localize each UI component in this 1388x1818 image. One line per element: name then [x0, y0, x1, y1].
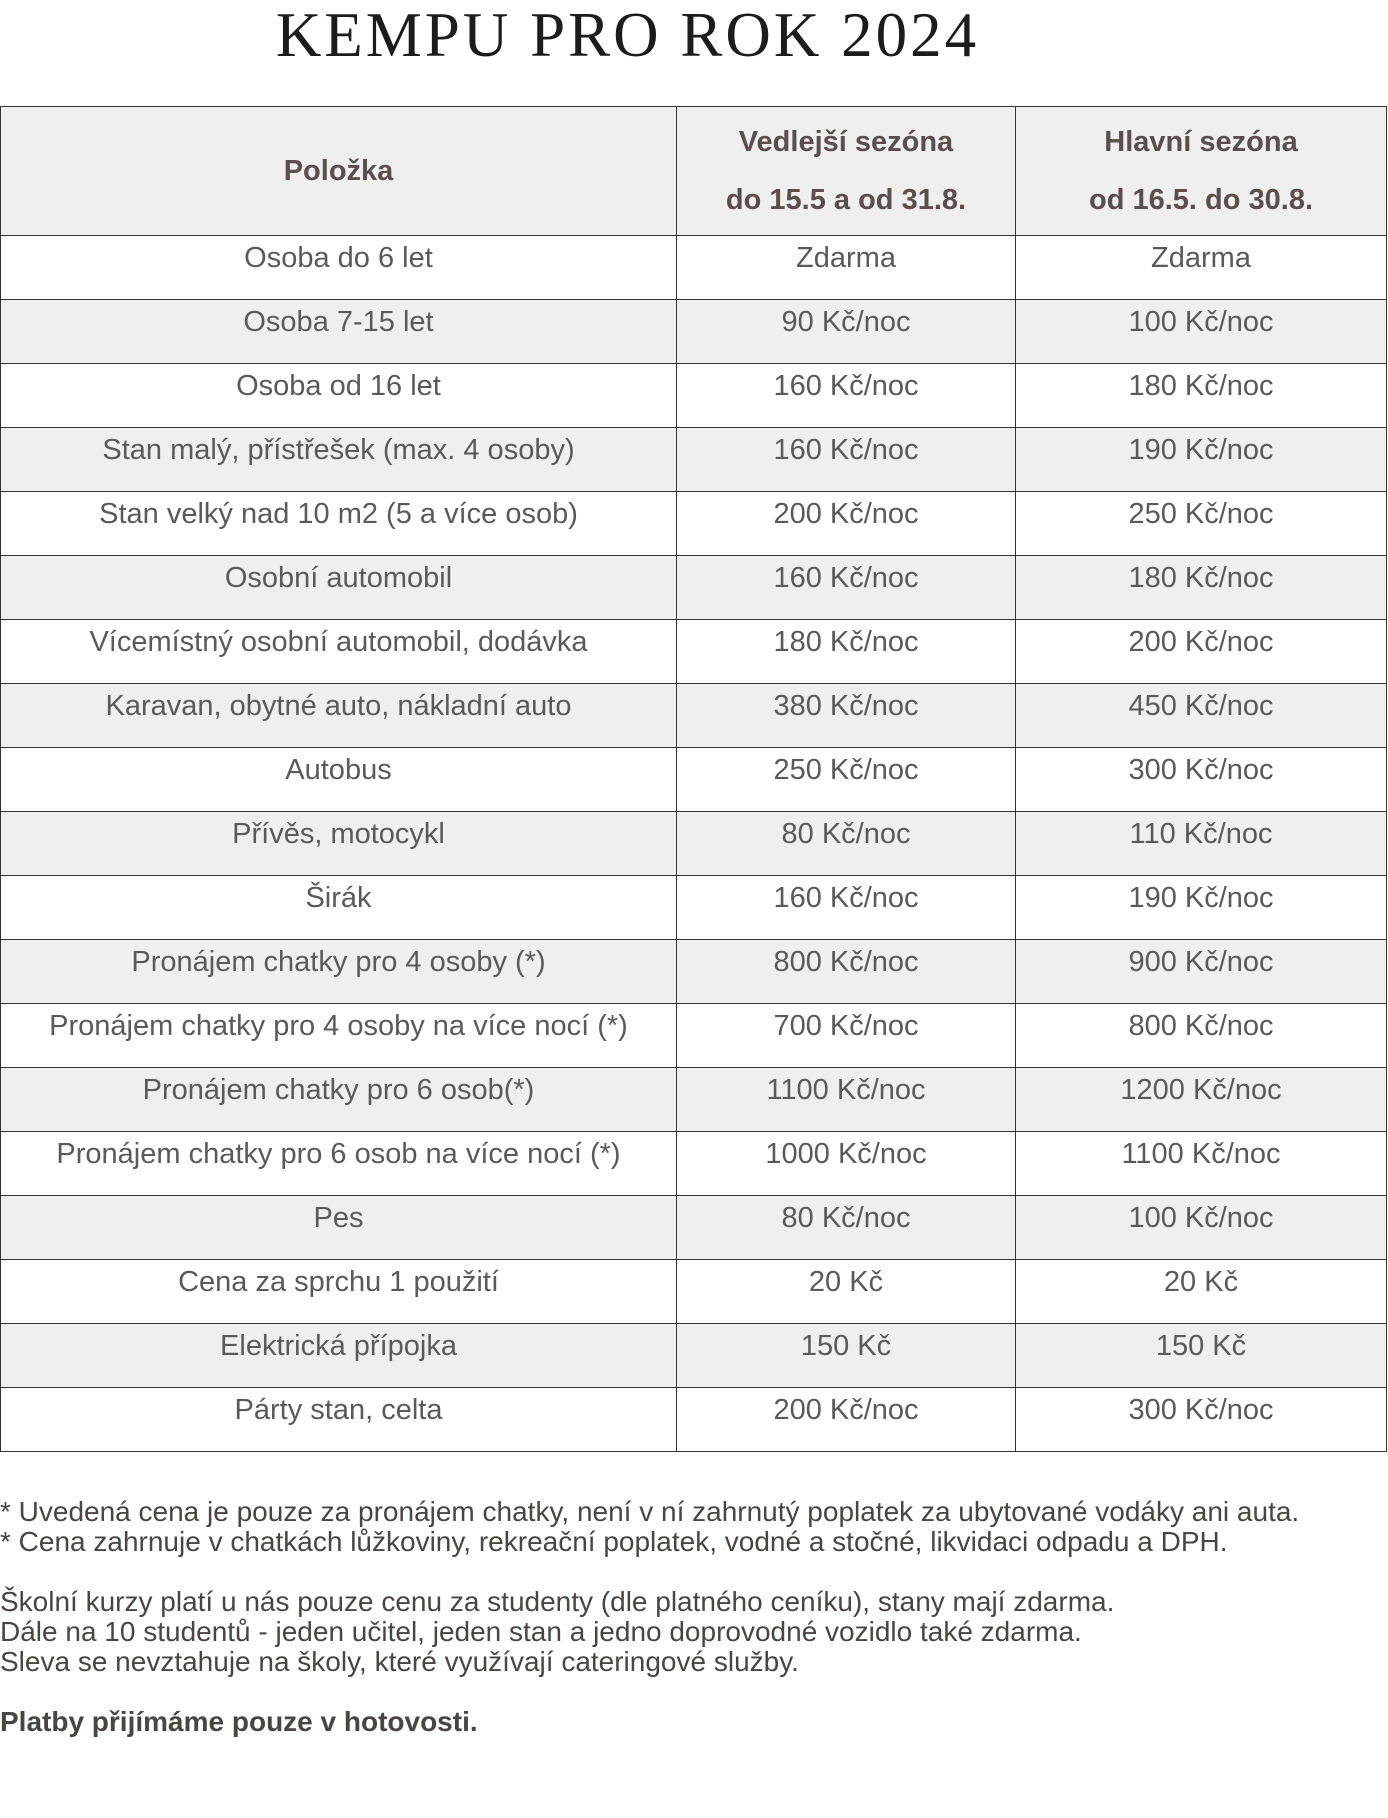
note-cabin-includes: * Cena zahrnuje v chatkách lůžkoviny, rekreační poplatek, vodné a stočné, likvidaci odpadu a DPH.	[0, 1526, 1228, 1557]
cell-off-season: 160 Kč/noc	[677, 428, 1016, 492]
cell-main-season: 900 Kč/noc	[1016, 940, 1387, 1004]
note-school-courses: Školní kurzy platí u nás pouze cenu za studenty (dle platného ceníku), stany mají zdarma.	[0, 1586, 1115, 1617]
cell-item: Osoba do 6 let	[1, 236, 677, 300]
cell-main-season: 250 Kč/noc	[1016, 492, 1387, 556]
cell-off-season: 1100 Kč/noc	[677, 1068, 1016, 1132]
cell-off-season: 180 Kč/noc	[677, 620, 1016, 684]
cell-item: Pronájem chatky pro 6 osob(*)	[1, 1068, 677, 1132]
table-row	[1, 1260, 1387, 1324]
cell-main-season: 20 Kč	[1016, 1260, 1387, 1324]
cell-off-season: 80 Kč/noc	[677, 1196, 1016, 1260]
cell-main-season: 180 Kč/noc	[1016, 364, 1387, 428]
cell-off-season: 80 Kč/noc	[677, 812, 1016, 876]
price-table-body	[1, 236, 1387, 1452]
cell-off-season: 160 Kč/noc	[677, 364, 1016, 428]
table-row	[1, 428, 1387, 492]
cell-off-season: 20 Kč	[677, 1260, 1016, 1324]
cell-off-season: 90 Kč/noc	[677, 300, 1016, 364]
cell-item: Osobní automobil	[1, 556, 677, 620]
cell-main-season: 450 Kč/noc	[1016, 684, 1387, 748]
cell-item: Přívěs, motocykl	[1, 812, 677, 876]
cell-off-season: 250 Kč/noc	[677, 748, 1016, 812]
header-item-label: Položka	[283, 155, 394, 187]
cell-item: Pronájem chatky pro 6 osob na více nocí (*)	[1, 1132, 677, 1196]
cell-item: Cena za sprchu 1 použití	[1, 1260, 677, 1324]
cell-off-season: 200 Kč/noc	[677, 1388, 1016, 1452]
header-off-season-dates: do 15.5 a od 31.8.	[725, 184, 967, 216]
cell-item: Párty stan, celta	[1, 1388, 677, 1452]
header-off-season	[677, 107, 1016, 236]
cell-main-season: 800 Kč/noc	[1016, 1004, 1387, 1068]
header-off-season-label: Vedlejší sezóna	[738, 126, 954, 158]
header-main-season-dates: od 16.5. do 30.8.	[1088, 184, 1314, 216]
cell-main-season: 110 Kč/noc	[1016, 812, 1387, 876]
cell-item: Stan velký nad 10 m2 (5 a více osob)	[1, 492, 677, 556]
cell-item: Pronájem chatky pro 4 osoby (*)	[1, 940, 677, 1004]
cell-item: Pronájem chatky pro 4 osoby na více nocí (*)	[1, 1004, 677, 1068]
cell-off-season: 380 Kč/noc	[677, 684, 1016, 748]
cell-off-season: Zdarma	[677, 236, 1016, 300]
cell-main-season: 300 Kč/noc	[1016, 1388, 1387, 1452]
cell-item: Stan malý, přístřešek (max. 4 osoby)	[1, 428, 677, 492]
table-row	[1, 1388, 1387, 1452]
header-main-season	[1016, 107, 1387, 236]
table-row	[1, 940, 1387, 1004]
table-row	[1, 620, 1387, 684]
table-row	[1, 1068, 1387, 1132]
cell-main-season: 1200 Kč/noc	[1016, 1068, 1387, 1132]
table-row	[1, 812, 1387, 876]
cell-main-season: 100 Kč/noc	[1016, 1196, 1387, 1260]
header-item	[1, 107, 677, 236]
cell-main-season: 180 Kč/noc	[1016, 556, 1387, 620]
table-row	[1, 1324, 1387, 1388]
cell-item: Širák	[1, 876, 677, 940]
cell-item: Osoba od 16 let	[1, 364, 677, 428]
table-row	[1, 1004, 1387, 1068]
cell-item: Elektrická přípojka	[1, 1324, 677, 1388]
cell-item: Osoba 7-15 let	[1, 300, 677, 364]
table-header-row	[1, 107, 1387, 236]
cell-main-season: 1100 Kč/noc	[1016, 1132, 1387, 1196]
cell-item: Vícemístný osobní automobil, dodávka	[1, 620, 677, 684]
table-row	[1, 556, 1387, 620]
cell-main-season: 200 Kč/noc	[1016, 620, 1387, 684]
cell-off-season: 200 Kč/noc	[677, 492, 1016, 556]
cell-main-season: 190 Kč/noc	[1016, 428, 1387, 492]
cell-main-season: Zdarma	[1016, 236, 1387, 300]
page-title: KEMPU PRO ROK 2024	[275, 0, 980, 70]
cell-off-season: 160 Kč/noc	[677, 876, 1016, 940]
table-row	[1, 876, 1387, 940]
price-table	[0, 106, 1387, 1452]
cell-main-season: 150 Kč	[1016, 1324, 1387, 1388]
table-row	[1, 1196, 1387, 1260]
table-row	[1, 364, 1387, 428]
cell-item: Karavan, obytné auto, nákladní auto	[1, 684, 677, 748]
note-school-free: Dále na 10 studentů - jeden učitel, jeden stan a jedno doprovodné vozidlo také zdarma.	[0, 1616, 1082, 1647]
notes-section	[0, 1497, 1300, 1737]
cell-main-season: 100 Kč/noc	[1016, 300, 1387, 364]
cell-off-season: 800 Kč/noc	[677, 940, 1016, 1004]
table-row	[1, 1132, 1387, 1196]
cell-off-season: 160 Kč/noc	[677, 556, 1016, 620]
header-main-season-label: Hlavní sezóna	[1104, 126, 1298, 158]
table-row	[1, 748, 1387, 812]
table-row	[1, 236, 1387, 300]
cell-off-season: 1000 Kč/noc	[677, 1132, 1016, 1196]
table-row	[1, 684, 1387, 748]
cell-main-season: 190 Kč/noc	[1016, 876, 1387, 940]
cell-off-season: 700 Kč/noc	[677, 1004, 1016, 1068]
note-cabin-price: * Uvedená cena je pouze za pronájem chatky, není v ní zahrnutý poplatek za ubytované vodáky ani auta.	[0, 1496, 1300, 1527]
note-payment: Platby přijímáme pouze v hotovosti.	[0, 1706, 478, 1737]
cell-main-season: 300 Kč/noc	[1016, 748, 1387, 812]
table-row	[1, 492, 1387, 556]
table-row	[1, 300, 1387, 364]
note-school-discount: Sleva se nevztahuje na školy, které využívají cateringové služby.	[0, 1646, 799, 1677]
cell-off-season: 150 Kč	[677, 1324, 1016, 1388]
cell-item: Pes	[1, 1196, 677, 1260]
cell-item: Autobus	[1, 748, 677, 812]
